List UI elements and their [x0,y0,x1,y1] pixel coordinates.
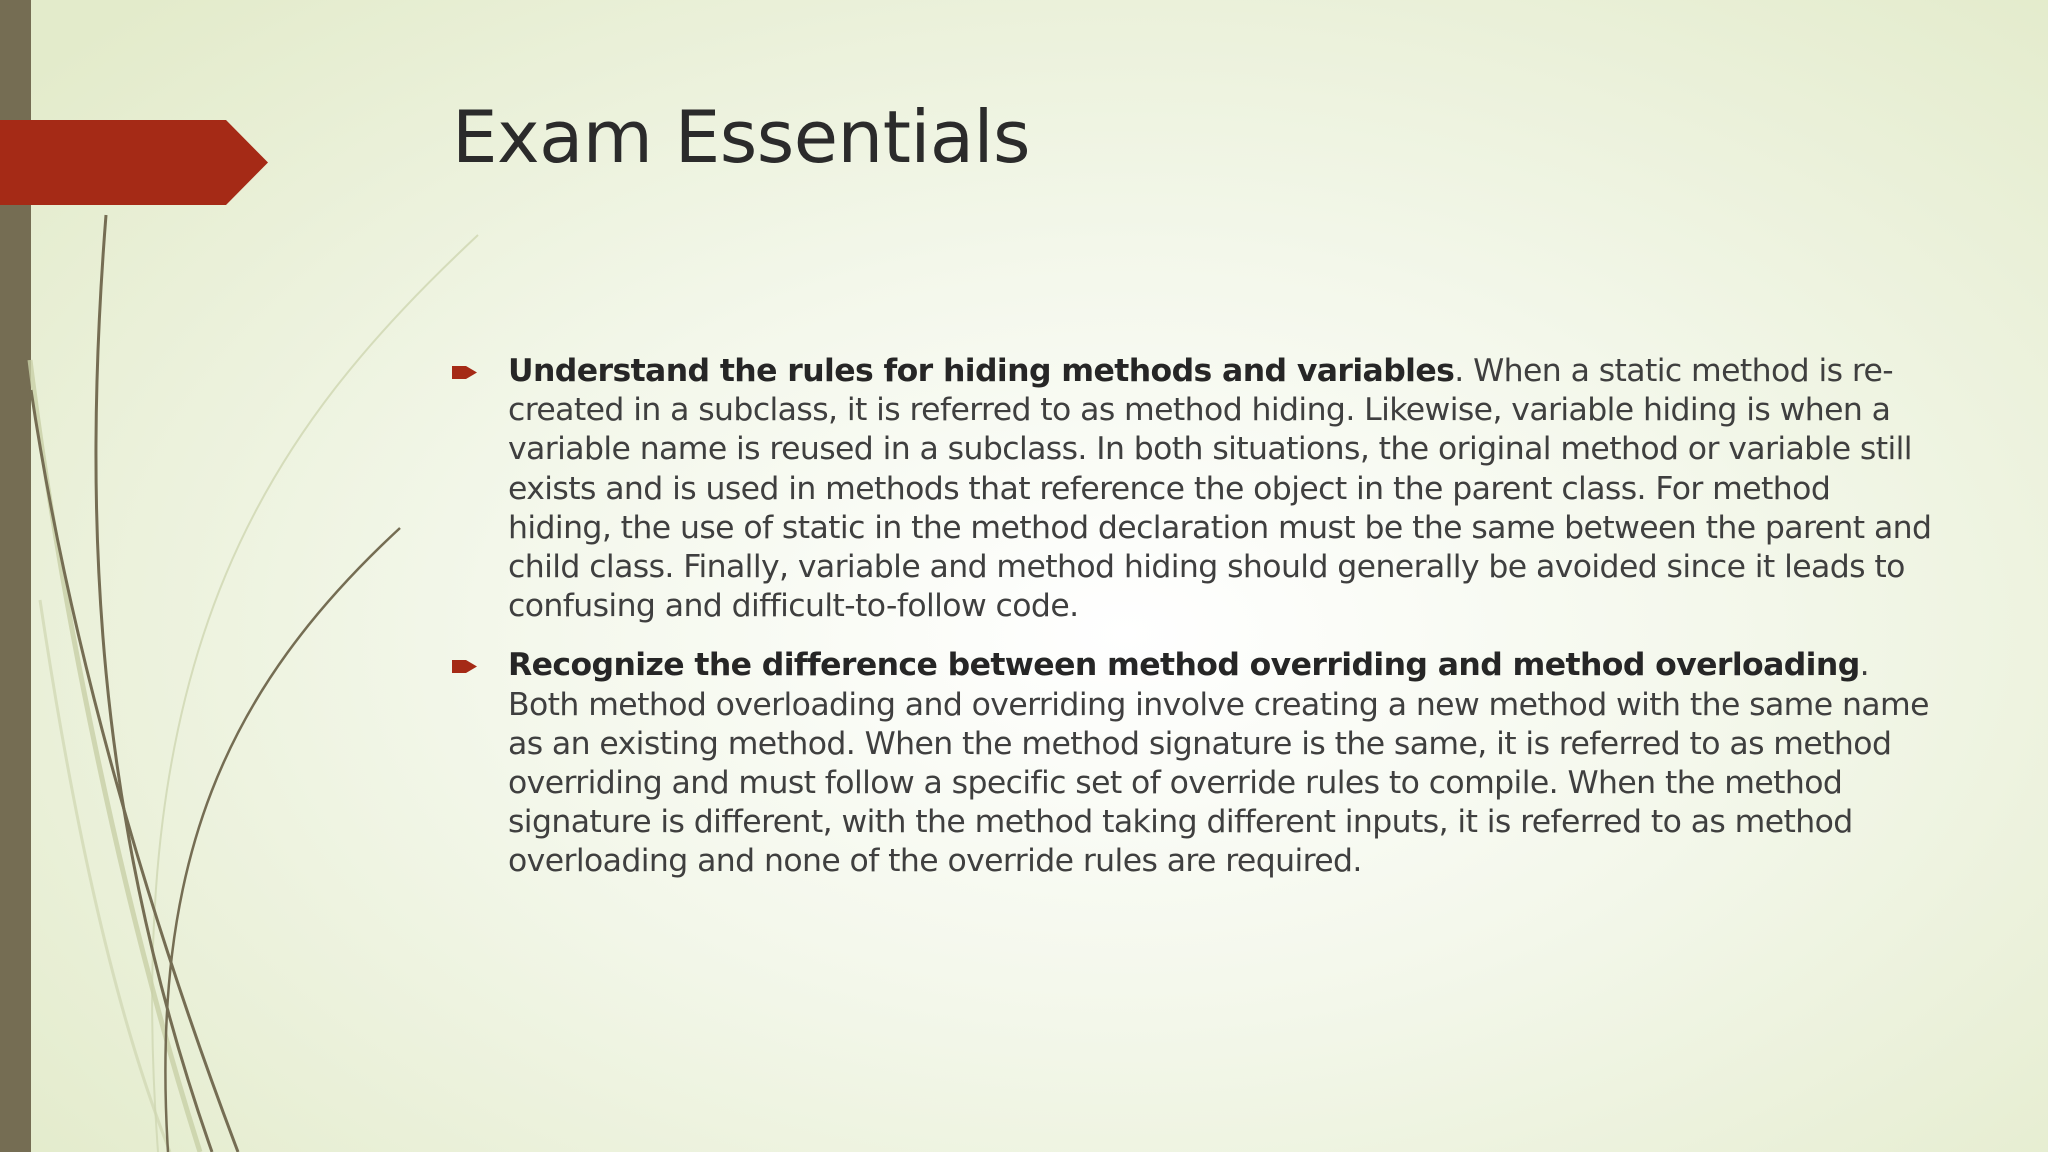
bullet-item-overriding [452,646,1932,881]
arrow-bullet-icon [452,658,478,675]
bullet-body: . Both method overloading and overriding involve creating a new method with the same name as an existing method. When the method signature is the same, it is referred to as method overriding and must follow a specific set of override rules to compile. When the method signature is different, with the method taking different inputs, it is referred to as method overloading and none of the override rules are required. [508,647,1929,880]
slide-title: Exam Essentials [452,95,1031,179]
bullet-body: . When a static method is re-created in a subclass, it is referred to as method hiding. Likewise, variable hiding is when a variable name is reused in a subclass. In both situations, the original method or variable still exists and is used in methods that reference the object in the parent class. For method hiding, the use of static in the method declaration must be the same between the parent and child class. Finally, variable and method hiding should generally be avoided since it leads to confusing and difficult-to-follow code. [508,353,1932,625]
arrow-bullet-icon [452,364,478,381]
title-accent-tab [0,120,268,205]
bullet-lead: Understand the rules for hiding methods and variables [508,353,1455,389]
bullet-list [452,352,1932,902]
bullet-item-hiding [452,352,1932,626]
bullet-lead: Recognize the difference between method overriding and method overloading [508,647,1860,684]
